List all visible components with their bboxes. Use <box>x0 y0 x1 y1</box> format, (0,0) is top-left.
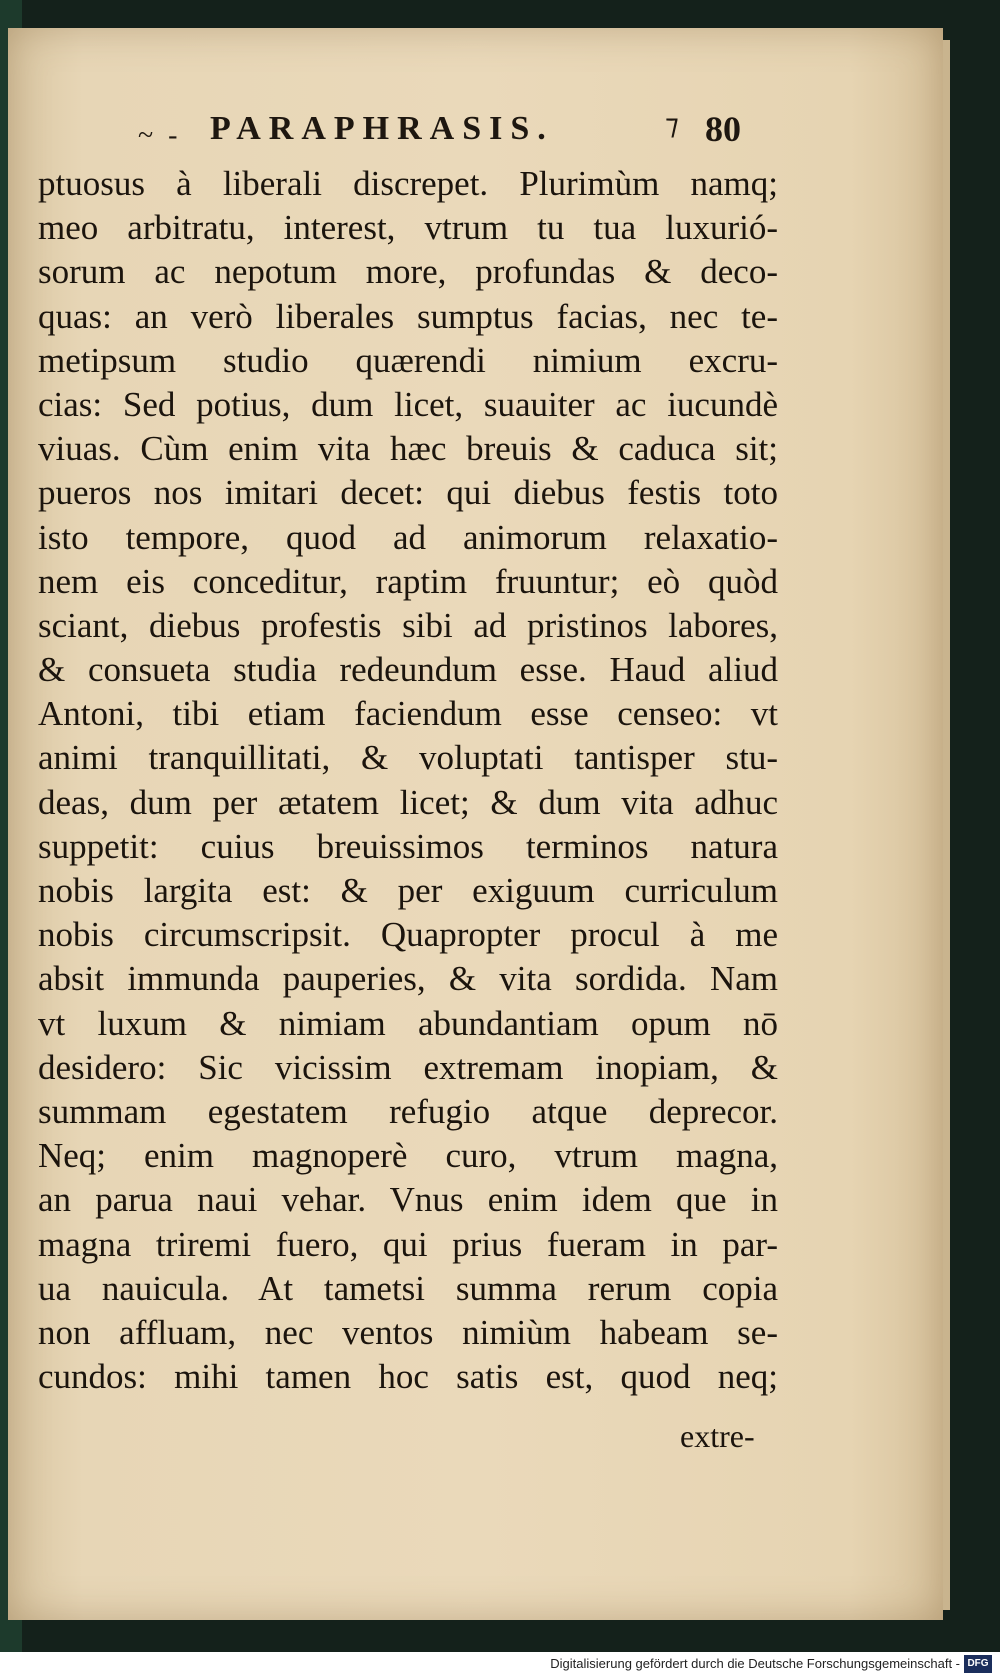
text-line: cias: Sed potius, dum licet, suauiter ac iucundè <box>38 384 778 424</box>
text-line: deas, dum per ætatem licet; & dum vita adhuc <box>38 782 778 822</box>
text-line: sciant, diebus profestis sibi ad pristinos labores, <box>38 605 778 645</box>
text-line: cundos: mihi tamen hoc satis est, quod neq; <box>38 1357 778 1397</box>
text-line: isto tempore, quod ad animorum relaxatio- <box>38 517 778 557</box>
text-line: viuas. Cùm enim vita hæc breuis & caduca sit; <box>38 429 778 469</box>
dfg-logo: DFG <box>964 1655 992 1673</box>
footer-credit: Digitalisierung gefördert durch die Deutsche Forschungsgemeinschaft - <box>550 1656 960 1671</box>
text-line: an parua naui vehar. Vnus enim idem que in <box>38 1180 778 1220</box>
text-line: suppetit: cuius breuissimos terminos natura <box>38 826 778 866</box>
text-line: absit immunda pauperies, & vita sordida. Nam <box>38 959 778 999</box>
text-line: nem eis conceditur, raptim fruuntur; eò quòd <box>38 561 778 601</box>
text-line: magna triremi fuero, qui prius fueram in par- <box>38 1224 778 1264</box>
text-line: Antoni, tibi etiam faciendum esse censeo: vt <box>38 694 778 734</box>
text-line: meo arbitratu, interest, vtrum tu tua luxurió- <box>38 208 778 248</box>
text-line: Neq; enim magnoperè curo, vtrum magna, <box>38 1136 778 1176</box>
text-line: metipsum studio quærendi nimium excru- <box>38 340 778 380</box>
text-line: ptuosus à liberali discrepet. Plurimùm namq; <box>38 164 778 203</box>
text-line: animi tranquillitati, & voluptati tantisper stu- <box>38 738 778 778</box>
text-line: desidero: Sic vicissim extremam inopiam, & <box>38 1047 778 1087</box>
header-mark: ⁊ <box>665 110 679 141</box>
page-number: 80 <box>705 109 741 149</box>
text-line: nobis circumscripsit. Quapropter procul à me <box>38 915 778 955</box>
text-line: quas: an verò liberales sumptus facias, nec te- <box>38 296 778 336</box>
footer-bar <box>0 1652 1000 1679</box>
text-line: non affluam, nec ventos nimiùm habeam se- <box>38 1312 778 1352</box>
catchword: extre- <box>680 1418 755 1454</box>
text-line: ua nauicula. At tametsi summa rerum copia <box>38 1268 778 1308</box>
body-text <box>38 162 778 1399</box>
text-line: nobis largita est: & per exiguum curriculum <box>38 871 778 910</box>
text-line: & consueta studia redeundum esse. Haud aliud <box>38 650 778 690</box>
text-line: vt luxum & nimiam abundantiam opum nō <box>38 1003 778 1043</box>
text-line: sorum ac nepotum more, profundas & deco- <box>38 252 778 292</box>
header-ornament: ~ - <box>138 120 182 151</box>
text-line: summam egestatem refugio atque deprecor. <box>38 1091 778 1131</box>
running-header <box>130 108 770 158</box>
running-title: PARAPHRASIS. <box>210 110 554 147</box>
text-line: pueros nos imitari decet: qui diebus festis toto <box>38 473 778 513</box>
